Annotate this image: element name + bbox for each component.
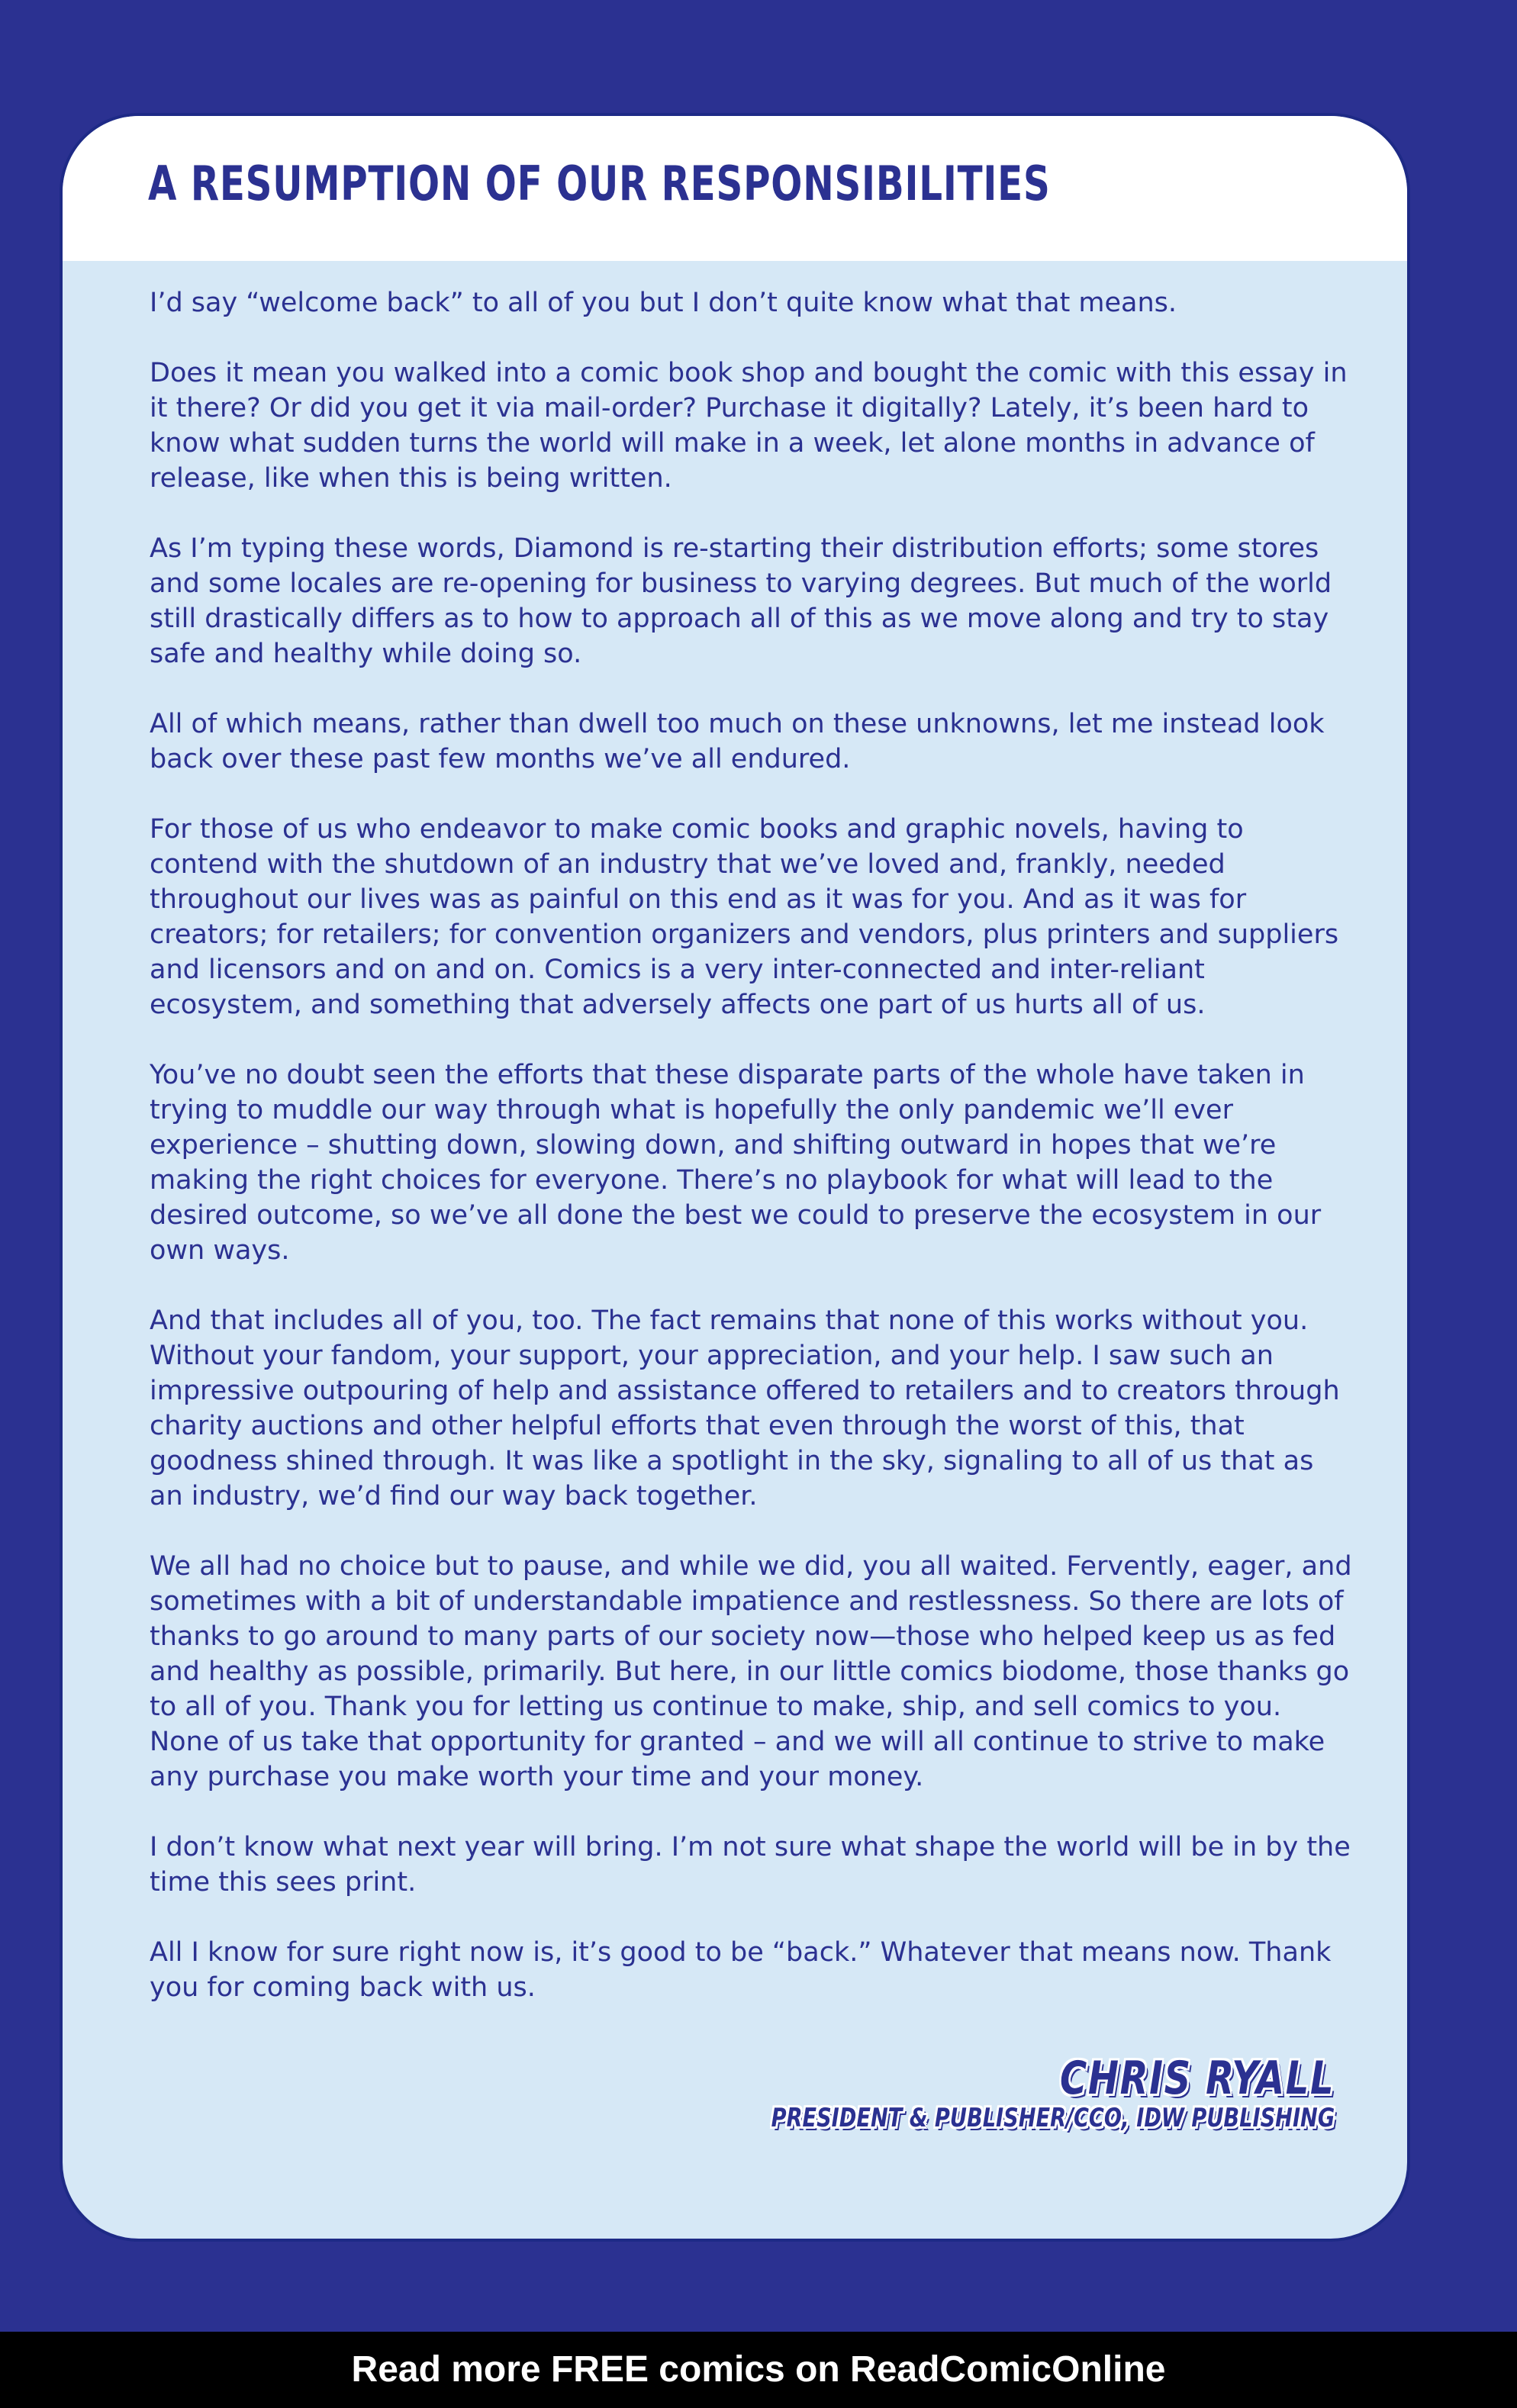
essay-body [150,285,1355,2040]
letter-card [60,113,1410,2242]
essay-paragraph: We all had no choice but to pause, and while we did, you all waited. Fervently, eager, and sometimes with a bit of understandable impatience and restlessness. So there are lots of thanks to go around to many parts of our society now—those who helped keep us as fed and healthy as possible, primarily. But here, in our little comics biodome, those thanks go to all of you. Thank you for letting us continue to make, ship, and sell comics to you. None of us take that opportunity for granted – and we will all continue to strive to make any purchase you make worth your time and your money. [150,1551,1352,1792]
essay-paragraph: Does it mean you walked into a comic book shop and bought the comic with this essay in it there? Or did you get it via mail-order? Purchase it digitally? Lately, it’s been hard to know what sudden turns the world will make in a week, let alone months in advance of release, like when this is being written. [150,358,1348,494]
page-title: A RESUMPTION OF OUR RESPONSIBILITIES [148,156,1051,211]
author-name: CHRIS RYALL [1059,2052,1335,2105]
essay-paragraph: As I’m typing these words, Diamond is re-starting their distribution efforts; some stores and some locales are re-opening for business to varying degrees. But much of the world still drastically differs as to how to approach all of this as we move along and try to stay safe and healthy while doing so. [150,533,1332,669]
essay-paragraph: I’d say “welcome back” to all of you but I don’t quite know what that means. [150,288,1177,318]
essay-paragraph: For those of us who endeavor to make comic books and graphic novels, having to contend with the shutdown of an industry that we’ve loved and, frankly, needed throughout our lives was as painful on this end as it was for you. And as it was for creators; for retailers; for convention organizers and vendors, plus printers and suppliers and licensors and on and on. Comics is a very inter-connected and inter-reliant ecosystem, and something that adversely affects one part of us hurts all of us. [150,814,1339,1020]
essay-paragraph: All of which means, rather than dwell too much on these unknowns, let me instead look back over these past few months we’ve all endured. [150,709,1325,774]
footer-banner-link[interactable]: Read more FREE comics on ReadComicOnline [0,2332,1517,2408]
signature-block [630,2054,1335,2133]
essay-paragraph: I don’t know what next year will bring. I’m not sure what shape the world will be in by the time this sees print. [150,1832,1351,1898]
card-header [63,116,1407,261]
essay-paragraph: And that includes all of you, too. The fact remains that none of this works without you. Without your fandom, your support, your appreciation, and your help. I saw such an impressive outpouring of help and assistance offered to retailers and to creators through charity auctions and other helpful efforts that even through the worst of this, that goodness shined through. It was like a spotlight in the sky, signaling to all of us that as an industry, we’d find our way back together. [150,1305,1340,1511]
essay-paragraph: You’ve no doubt seen the efforts that these disparate parts of the whole have taken in trying to muddle our way through what is hopefully the only pandemic we’ll ever experience – shutting down, slowing down, and shifting outward in hopes that we’re making the right choices for everyone. There’s no playbook for what will lead to the desired outcome, so we’ve all done the best we could to preserve the ecosystem in our own ways. [150,1060,1322,1266]
essay-paragraph: All I know for sure right now is, it’s good to be “back.” Whatever that means now. Thank you for coming back with us. [150,1937,1332,2003]
author-title: PRESIDENT & PUBLISHER/CCO, IDW PUBLISHING [771,2103,1335,2133]
